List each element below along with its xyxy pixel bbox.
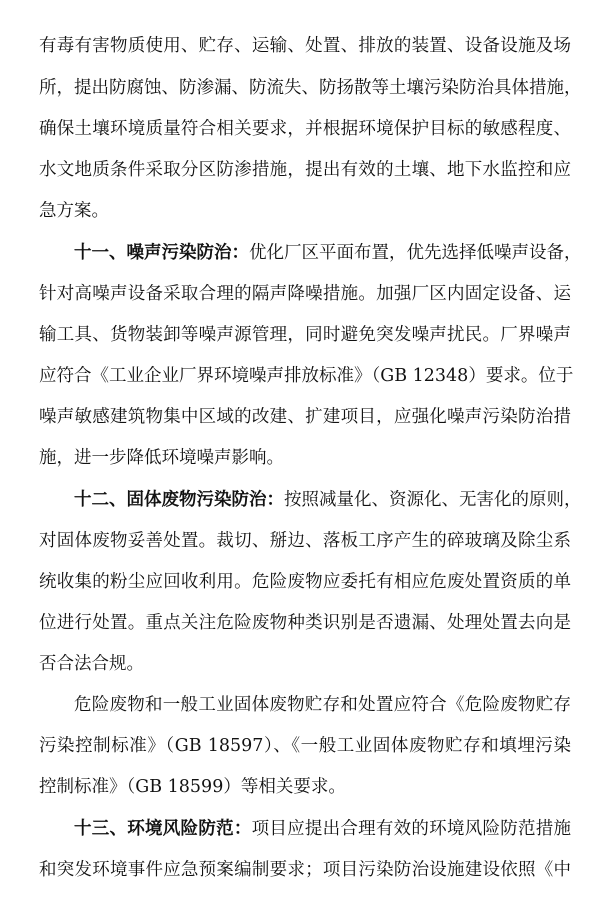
- body-line: 对固体废物妥善处置。裁切、掰边、落板工序产生的碎玻璃及除尘系: [39, 531, 571, 551]
- section-heading: 十一、噪声污染防治：: [74, 243, 249, 263]
- body-line: 急方案。: [39, 201, 109, 221]
- body-line: 施，进一步降低环境噪声影响。: [39, 448, 284, 468]
- body-line: 统收集的粉尘应回收利用。危险废物应委托有相应危废处置资质的单: [39, 572, 571, 592]
- body-line: 所，提出防腐蚀、防渗漏、防流失、防扬散等土壤污染防治具体措施，: [39, 78, 582, 98]
- section-text: 项目应提出合理有效的环境风险防范措施: [251, 819, 571, 839]
- body-line: 应符合《工业企业厂界环境噪声排放标准》（GB 12348）要求。位于: [39, 366, 574, 386]
- body-line: 位进行处置。重点关注危险废物种类识别是否遗漏、处理处置去向是: [39, 613, 571, 633]
- section-heading: 十二、固体废物污染防治：: [74, 490, 284, 510]
- body-line: 确保土壤环境质量符合相关要求，并根据环境保护目标的敏感程度、: [39, 119, 571, 139]
- body-line: 针对高噪声设备采取合理的隔声降噪措施。加强厂区内固定设备、运: [39, 284, 571, 304]
- section-text: 优化厂区平面布置，优先选择低噪声设备，: [249, 243, 582, 263]
- body-line: 危险废物和一般工业固体废物贮存和处置应符合《危险废物贮存: [74, 695, 571, 715]
- section-13-first-line: [74, 814, 571, 844]
- body-line: 控制标准》（GB 18599）等相关要求。: [39, 777, 346, 797]
- body-line: 否合法合规。: [39, 654, 144, 674]
- body-line: 和突发环境事件应急预案编制要求；项目污染防治设施建设依照《中: [39, 860, 571, 880]
- body-line: 有毒有害物质使用、贮存、运输、处置、排放的装置、设备设施及场: [39, 36, 571, 56]
- section-11-first-line: [74, 238, 582, 268]
- section-12-first-line: [74, 485, 582, 515]
- body-line: 水文地质条件采取分区防渗措施，提出有效的土壤、地下水监控和应: [39, 160, 571, 180]
- body-line: 噪声敏感建筑物集中区域的改建、扩建项目，应强化噪声污染防治措: [39, 407, 571, 427]
- body-line: 污染控制标准》（GB 18597）、《一般工业固体废物贮存和填埋污染: [39, 736, 571, 756]
- section-text: 按照减量化、资源化、无害化的原则，: [284, 490, 582, 510]
- body-line: 输工具、货物装卸等噪声源管理，同时避免突发噪声扰民。厂界噪声: [39, 325, 571, 345]
- section-heading: 十三、环境风险防范：: [74, 819, 252, 839]
